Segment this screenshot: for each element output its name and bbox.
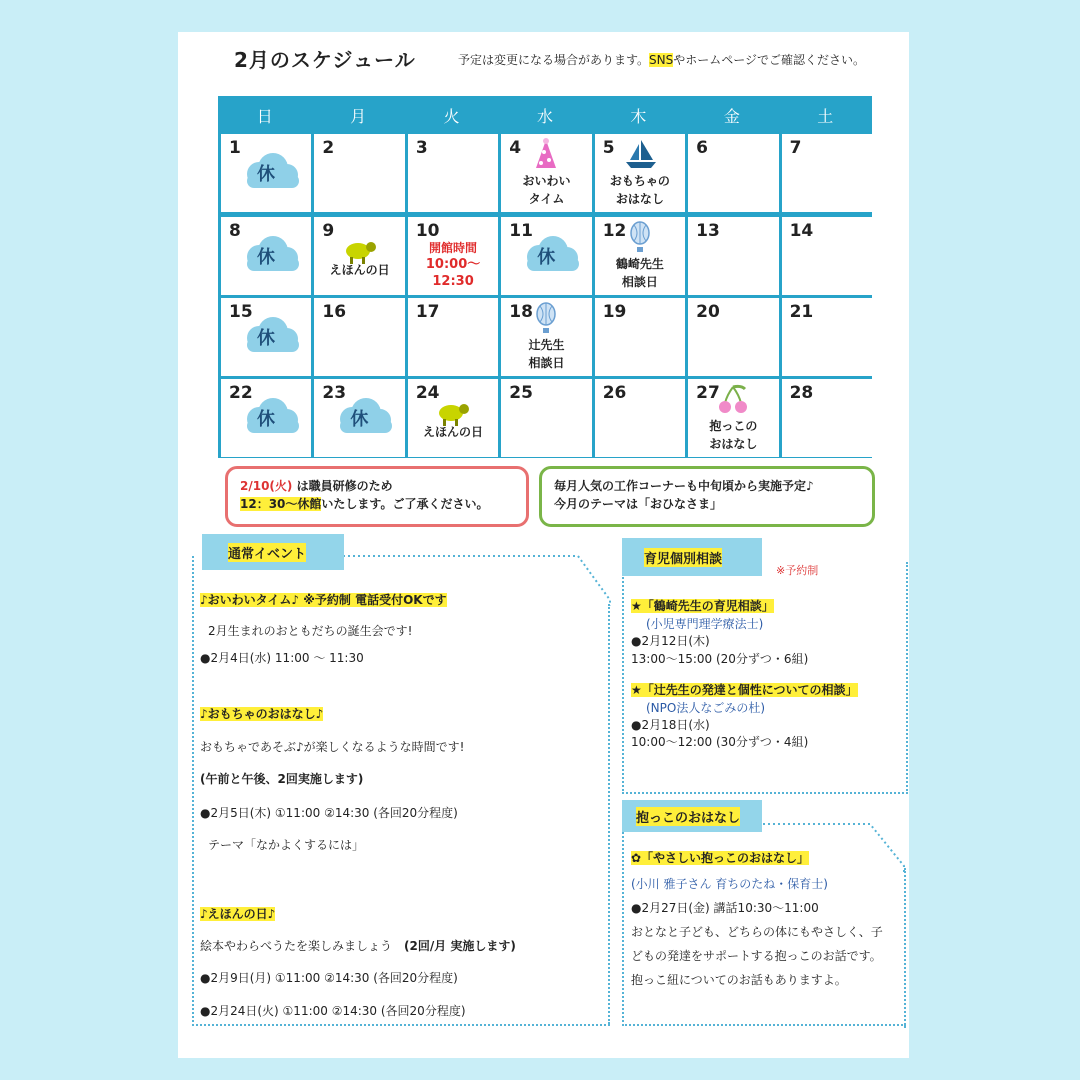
consult-reserve: ※予約制 xyxy=(776,564,819,577)
calendar-day-19 xyxy=(595,298,685,376)
omocha-theme: テーマ「なかよくするには」 xyxy=(208,838,365,852)
day-number: 10 xyxy=(415,220,440,241)
events-tab xyxy=(202,534,344,570)
closure-date: 2/10(火) xyxy=(240,479,293,493)
calendar-day-11 xyxy=(501,217,591,295)
dakko-date: ●2月27日(金) 講話10:30～11:00 xyxy=(631,901,819,915)
calendar-day-4 xyxy=(501,134,591,212)
ehon-title xyxy=(200,905,275,922)
day-number: 20 xyxy=(696,301,720,322)
calendar-grid xyxy=(218,96,872,458)
notice-post: やホームページでご確認ください。 xyxy=(673,53,866,67)
events-panel-right xyxy=(608,604,610,1024)
event-label: 抱っこの xyxy=(709,418,758,433)
event-label: おもちゃの xyxy=(609,174,670,188)
calendar-day-12 xyxy=(595,217,685,295)
event-label: えほんの日 xyxy=(329,262,390,277)
day-number: 2 xyxy=(322,138,335,158)
day-number: 17 xyxy=(415,301,440,322)
day-number: 24 xyxy=(415,382,440,403)
craft-notice xyxy=(539,466,875,527)
day-number: 9 xyxy=(322,220,335,241)
dakko-desc-1: おとなと子ども、どちらの体にもやさしく、子 xyxy=(631,925,883,939)
consult-title-2-text: ★「辻先生の発達と個性についての相談」 xyxy=(631,683,858,697)
calendar-day-23 xyxy=(314,379,404,457)
calendar-day-18 xyxy=(501,298,591,376)
day-number: 16 xyxy=(322,301,347,322)
omocha-date: ●2月5日(木) ①11:00 ②14:30 (各回20分程度) xyxy=(200,806,458,820)
ehon-desc xyxy=(200,937,516,954)
day-number: 27 xyxy=(696,382,720,403)
day-number: 28 xyxy=(789,382,814,403)
closure-notice xyxy=(225,466,529,527)
oiwai-title xyxy=(200,591,447,608)
sailboat-icon xyxy=(620,138,660,170)
dakko-sub: (小川 雅子さん 育ちのたね・保育士) xyxy=(631,877,828,891)
calendar-day-10 xyxy=(408,217,498,295)
closed-label: 休 xyxy=(537,246,556,268)
closure-time: 12：30～休館 xyxy=(240,497,322,511)
opening-hours: 10:00～ xyxy=(425,256,481,272)
oiwai-date: ●2月4日(水) 11:00 ～ 11:30 xyxy=(200,651,364,665)
oiwai-desc: 2月生まれのおともだちの誕生会です! xyxy=(208,624,413,638)
event-label: 相談日 xyxy=(528,355,565,370)
weekday-header: 月 xyxy=(350,106,367,126)
page-title: 2月のスケジュール xyxy=(234,48,416,72)
omocha-title-text: ♪おもちゃのおはなし♪ xyxy=(200,707,324,721)
events-tab-label: 通常イベント xyxy=(228,543,306,562)
weekday-header: 土 xyxy=(817,106,834,126)
consult-title-1 xyxy=(631,597,774,614)
day-number: 23 xyxy=(322,382,347,403)
day-number: 19 xyxy=(602,301,627,322)
event-label: おはなし xyxy=(615,192,664,206)
calendar-day-21 xyxy=(782,298,872,376)
day-number: 4 xyxy=(509,138,522,158)
dakko-tab-label: 抱っこのおはなし xyxy=(636,807,740,826)
consult-tab xyxy=(622,538,762,576)
notice-pre: 予定は変更になる場合があります。 xyxy=(458,53,650,67)
day-number: 15 xyxy=(229,301,253,322)
ehon-note: (2回/月 実施します) xyxy=(404,939,516,953)
event-label: 鶴崎先生 xyxy=(615,256,664,271)
event-label: えほんの日 xyxy=(423,424,484,439)
consult-date-1: ●2月12日(木) xyxy=(631,634,710,648)
closed-label: 休 xyxy=(350,408,369,430)
closed-label: 休 xyxy=(257,408,275,430)
opening-hours: 12:30 xyxy=(432,273,474,289)
weekday-header: 水 xyxy=(536,106,553,126)
consult-title-1-text: ★「鶴崎先生の育児相談」 xyxy=(631,599,774,613)
day-number: 8 xyxy=(229,220,241,241)
day-number: 22 xyxy=(229,382,253,403)
calendar-day-16 xyxy=(314,298,404,376)
dakko-desc-2: どもの発達をサポートする抱っこのお話です。 xyxy=(631,949,882,963)
opening-hours: 開館時間 xyxy=(429,240,478,255)
ehon-desc-text: 絵本やわらべうたを楽しみましょう xyxy=(200,939,393,953)
balloon-icon xyxy=(620,221,660,253)
omocha-note: (午前と午後、2回実施します) xyxy=(200,772,364,786)
cherry-icon xyxy=(713,383,753,415)
calendar-day-6 xyxy=(688,134,778,212)
closed-label: 休 xyxy=(257,246,275,268)
calendar-day-17 xyxy=(408,298,498,376)
event-label: 相談日 xyxy=(621,274,658,289)
day-number: 6 xyxy=(696,138,708,158)
calendar-day-22 xyxy=(221,379,311,457)
dakko-panel-corner xyxy=(758,822,908,874)
calendar-day-20 xyxy=(688,298,778,376)
ehon-title-text: ♪えほんの日♪ xyxy=(200,907,276,921)
dakko-title xyxy=(631,849,809,866)
dakko-panel-right xyxy=(904,868,906,1028)
calendar-day-13 xyxy=(688,217,778,295)
day-number: 13 xyxy=(696,220,720,241)
day-number: 1 xyxy=(229,138,241,158)
balloon-icon xyxy=(526,302,566,334)
calendar-day-9 xyxy=(314,217,404,295)
weekday-header: 金 xyxy=(723,106,740,126)
calendar-day-26 xyxy=(595,379,685,457)
schedule-page xyxy=(178,32,909,1058)
craft-line1: 毎月人気の工作コーナーも中旬頃から実施予定♪ xyxy=(554,479,814,493)
closure-reason: は職員研修のため xyxy=(296,479,393,493)
weekday-header: 日 xyxy=(256,106,273,126)
calendar-day-1 xyxy=(221,134,311,212)
closure-apology: いたします。ご了承ください。 xyxy=(321,497,489,511)
consult-tab-label: 育児個別相談 xyxy=(644,548,722,567)
calendar-day-27 xyxy=(688,379,778,457)
omocha-title xyxy=(200,705,323,722)
day-number: 14 xyxy=(789,220,814,241)
calendar-day-28 xyxy=(782,379,872,457)
calendar-day-5 xyxy=(595,134,685,212)
day-number: 3 xyxy=(415,138,428,158)
day-number: 11 xyxy=(509,220,533,241)
day-number: 21 xyxy=(789,301,814,322)
calendar-day-8 xyxy=(221,217,311,295)
calendar-day-7 xyxy=(782,134,872,212)
weekday-header: 木 xyxy=(630,106,647,126)
day-number: 12 xyxy=(602,220,627,241)
day-number: 25 xyxy=(509,382,533,403)
calendar-day-24 xyxy=(408,379,498,457)
event-label: おいわい xyxy=(522,174,571,188)
calendar-day-3 xyxy=(408,134,498,212)
calendar-day-15 xyxy=(221,298,311,376)
notice-sns: SNS xyxy=(649,53,674,67)
day-number: 5 xyxy=(602,138,615,158)
calendar-day-14 xyxy=(782,217,872,295)
ehon-date2: ●2月24日(火) ①11:00 ②14:30 (各回20分程度) xyxy=(200,1004,466,1018)
consult-sub-1: (小児専門理学療法士) xyxy=(646,617,764,631)
dakko-desc-3: 抱っこ紐についてのお話もありますよ。 xyxy=(631,973,847,987)
party-hat-icon xyxy=(526,138,566,170)
day-number: 18 xyxy=(509,301,533,322)
consult-hours-2: 10:00～12:00 (30分ずつ・4組) xyxy=(631,735,809,749)
notice-line xyxy=(458,51,865,68)
omocha-desc: おもちゃであそぶ♪が楽しくなるような時間です! xyxy=(200,740,465,754)
event-label: おはなし xyxy=(709,436,758,451)
consult-date-2: ●2月18日(水) xyxy=(631,718,710,732)
dakko-tab xyxy=(622,800,762,832)
ehon-date1: ●2月9日(月) ①11:00 ②14:30 (各回20分程度) xyxy=(200,971,458,985)
day-number: 7 xyxy=(789,138,802,158)
calendar-day-2 xyxy=(314,134,404,212)
oiwai-title-text: ♪おいわいタイム♪ ※予約制 電話受付OKです xyxy=(200,593,447,607)
event-label: タイム xyxy=(528,192,565,206)
consult-sub-2: (NPO法人なごみの杜) xyxy=(646,701,766,715)
day-number: 26 xyxy=(602,382,627,403)
consult-title-2 xyxy=(631,681,858,698)
consult-hours-1: 13:00～15:00 (20分ずつ・6組) xyxy=(631,652,809,666)
calendar-day-25 xyxy=(501,379,591,457)
dakko-title-text: ✿「やさしい抱っこのおはなし」 xyxy=(631,851,810,865)
craft-line2: 今月のテーマは「おひなさま」 xyxy=(554,497,723,511)
closed-label: 休 xyxy=(257,164,275,185)
event-label: 辻先生 xyxy=(528,337,565,352)
closed-label: 休 xyxy=(257,327,275,349)
weekday-header: 火 xyxy=(443,106,460,126)
